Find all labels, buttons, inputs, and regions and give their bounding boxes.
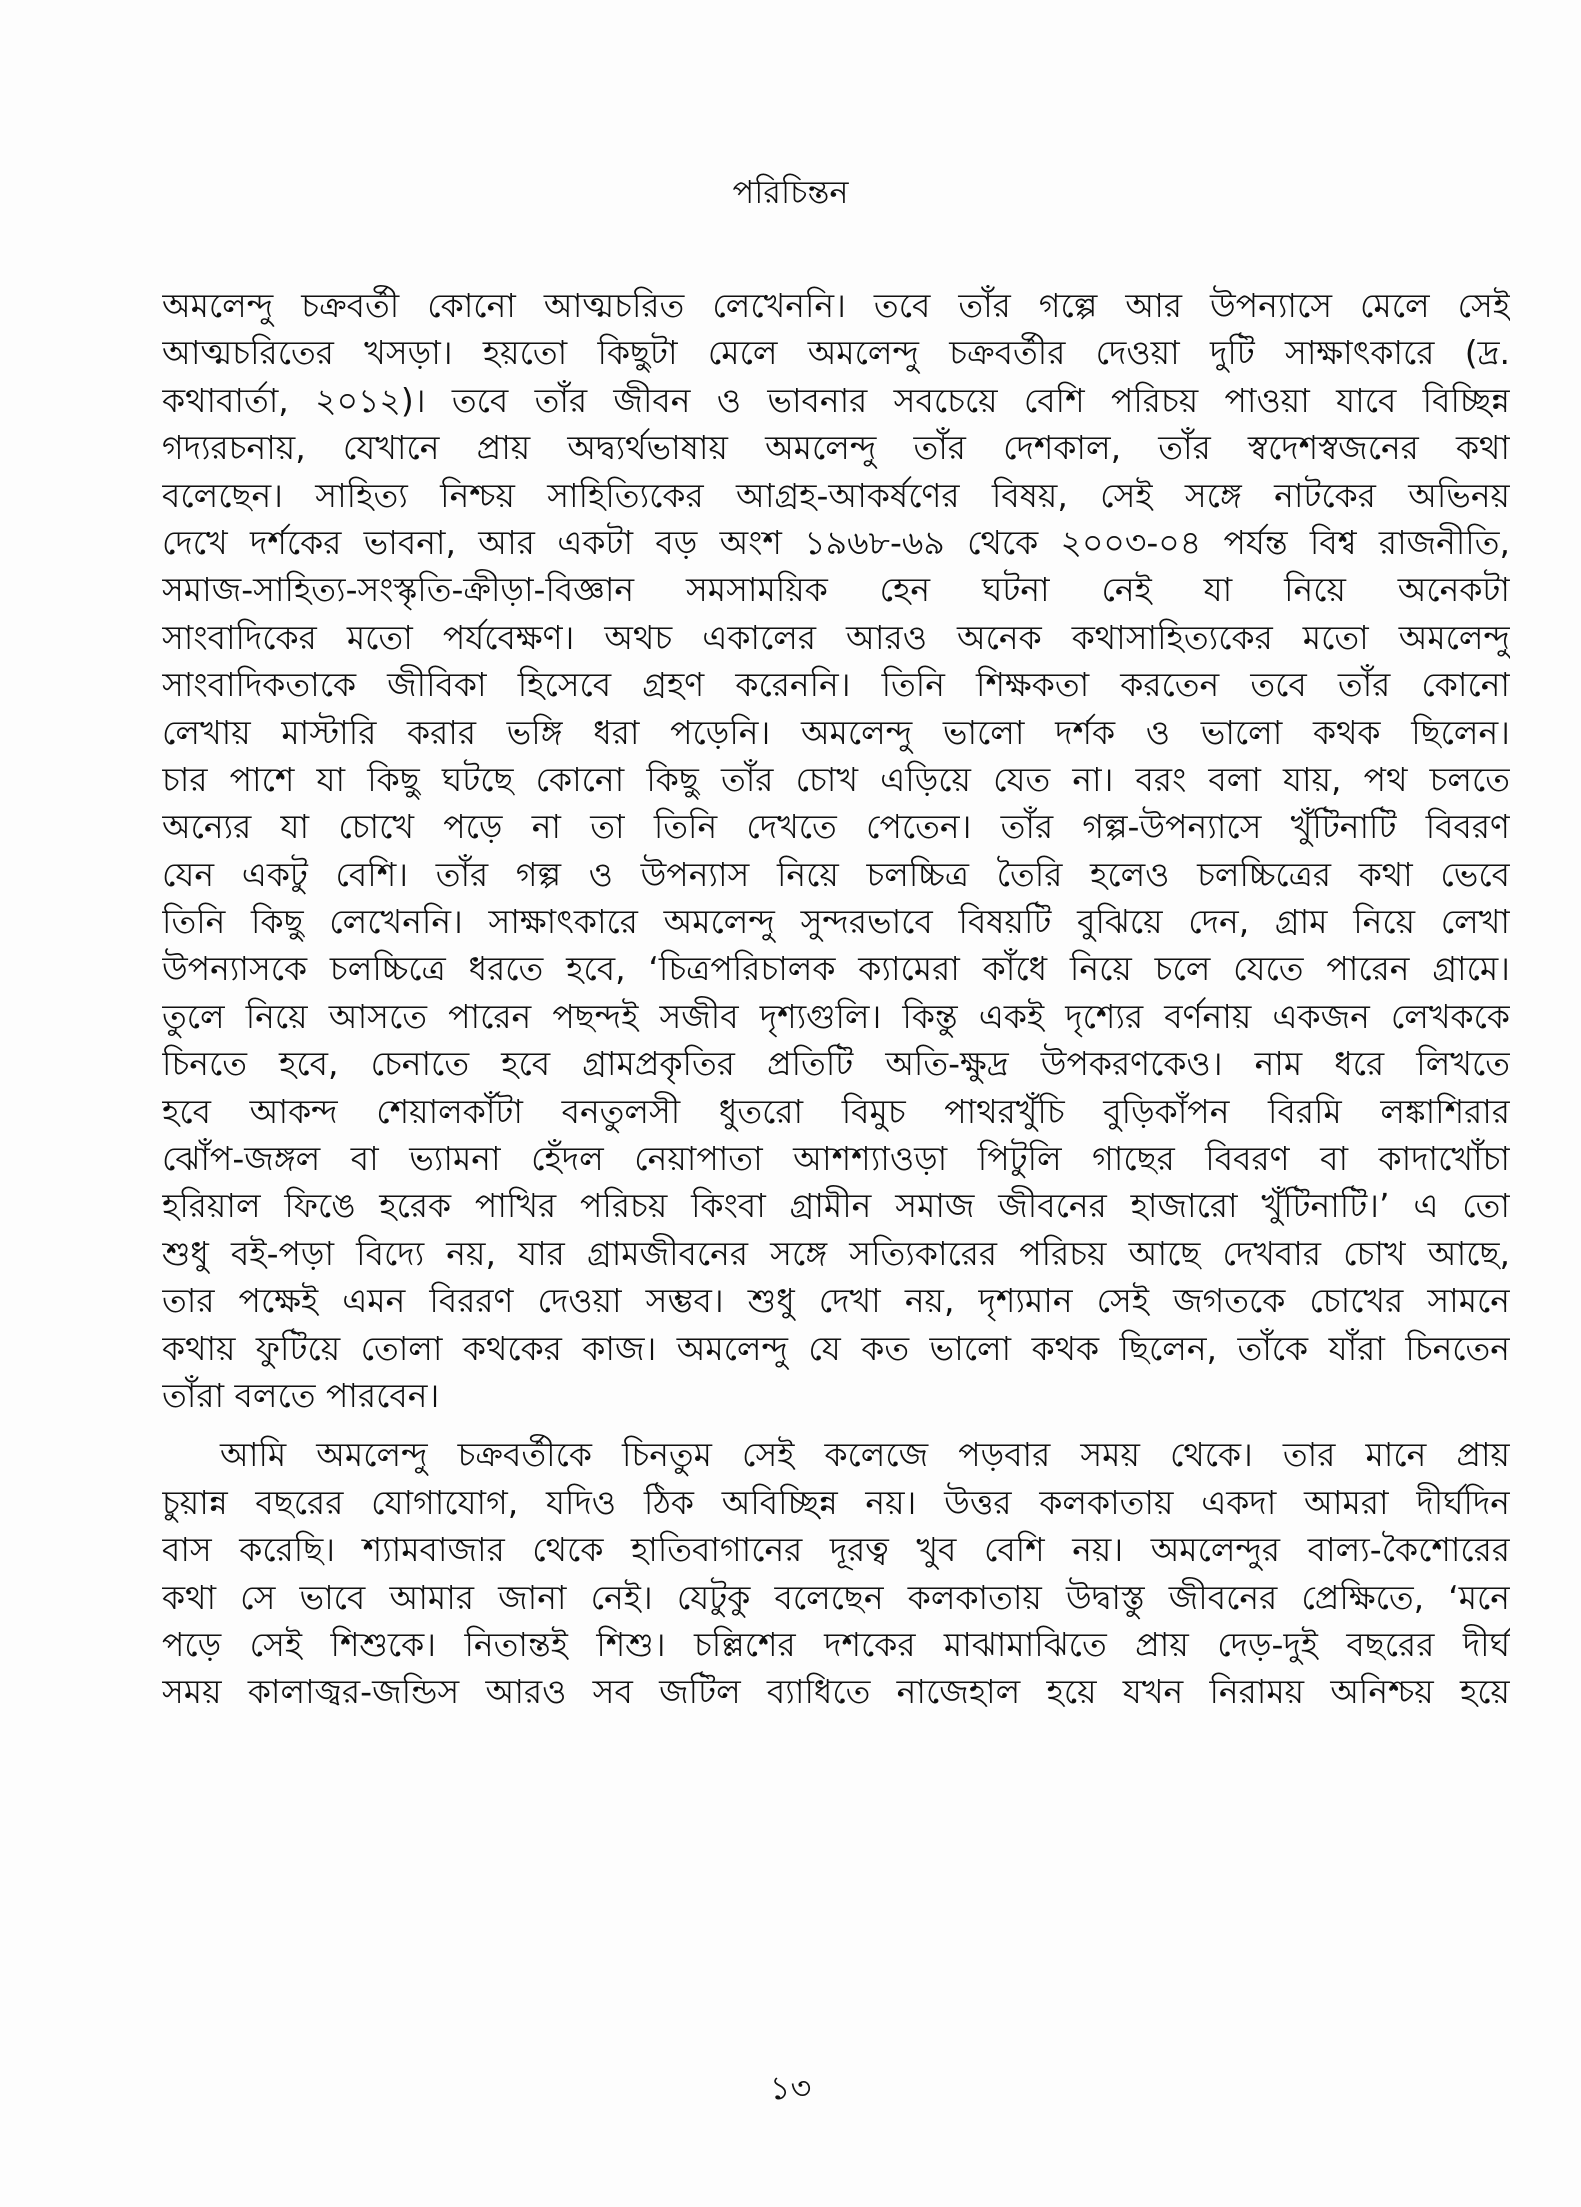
body-text bbox=[162, 282, 1510, 1716]
text-line: হবে আকন্দ শেয়ালকাঁটা বনতুলসী ধুতরো বিমুচ পাথরখুঁচি বুড়িকাঁপন বিরমি লঙ্কাশিরার bbox=[162, 1091, 1510, 1131]
page-number: ১৩ bbox=[769, 2069, 812, 2107]
text-line: অন্যের যা চোখে পড়ে না তা তিনি দেখতে পেতেন। তাঁর গল্প-উপন্যাসে খুঁটিনাটি বিবরণ bbox=[162, 807, 1510, 847]
text-line: অমলেন্দু চক্রবর্তী কোনো আত্মচরিত লেখেননি। তবে তাঁর গল্পে আর উপন্যাসে মেলে সেই bbox=[162, 286, 1510, 325]
text-line: আত্মচরিতের খসড়া। হয়তো কিছুটা মেলে অমলেন্দু চক্রবর্তীর দেওয়া দুটি সাক্ষাৎকারে (দ্র. bbox=[162, 333, 1510, 373]
text-line: কথাবার্তা, ২০১২)। তবে তাঁর জীবন ও ভাবনার সবচেয়ে বেশি পরিচয় পাওয়া যাবে বিচ্ছিন্ন bbox=[162, 380, 1510, 420]
text-line: চুয়ান্ন বছরের যোগাযোগ, যদিও ঠিক অবিচ্ছিন্ন নয়। উত্তর কলকাতায় একদা আমরা দীর্ঘদিন bbox=[162, 1482, 1510, 1522]
text-line: সাংবাদিকতাকে জীবিকা হিসেবে গ্রহণ করেননি। তিনি শিক্ষকতা করতেন তবে তাঁর কোনো bbox=[162, 665, 1510, 705]
text-line: বাস করেছি। শ্যামবাজার থেকে হাতিবাগানের দূরত্ব খুব বেশি নয়। অমলেন্দুর বাল্য-কৈশোরের bbox=[162, 1530, 1510, 1570]
running-head: পরিচিন্তন bbox=[732, 173, 849, 211]
text-line: তুলে নিয়ে আসতে পারেন পছন্দই সজীব দৃশ্যগুলি। কিন্তু একই দৃশ্যের বর্ণনায় একজন লেখককে bbox=[162, 996, 1510, 1036]
text-line: ঝোঁপ-জঙ্গল বা ভ্যামনা হেঁদল নেয়াপাতা আশশ্যাওড়া পিটুলি গাছের বিবরণ বা কাদাখোঁচা bbox=[162, 1139, 1510, 1179]
text-line: দেখে দর্শকের ভাবনা, আর একটা বড় অংশ ১৯৬৮-৬৯ থেকে ২০০৩-০৪ পর্যন্ত বিশ্ব রাজনীতি, bbox=[162, 522, 1510, 562]
text-line: গদ্যরচনায়, যেখানে প্রায় অদ্ব্যর্থভাষায় অমলেন্দু তাঁর দেশকাল, তাঁর স্বদেশস্বজনের কথা bbox=[162, 428, 1510, 468]
text-line: তিনি কিছু লেখেননি। সাক্ষাৎকারে অমলেন্দু সুন্দরভাবে বিষয়টি বুঝিয়ে দেন, গ্রাম নিয়ে লেখা bbox=[162, 902, 1510, 942]
text-line: সাংবাদিকের মতো পর্যবেক্ষণ। অথচ একালের আরও অনেক কথাসাহিত্যকের মতো অমলেন্দু bbox=[162, 617, 1510, 657]
text-line: সময় কালাজ্বর-জন্ডিস আরও সব জটিল ব্যাধিতে নাজেহাল হয়ে যখন নিরাময় অনিশ্চয় হয়ে bbox=[162, 1672, 1510, 1712]
text-line: বলেছেন। সাহিত্য নিশ্চয় সাহিত্যিকের আগ্রহ-আকর্ষণের বিষয়, সেই সঙ্গে নাটকের অভিনয় bbox=[162, 475, 1510, 515]
text-line: আমি অমলেন্দু চক্রবর্তীকে চিনতুম সেই কলেজে পড়বার সময় থেকে। তার মানে প্রায় bbox=[220, 1435, 1510, 1475]
text-line: তার পক্ষেই এমন বিররণ দেওয়া সম্ভব। শুধু দেখা নয়, দৃশ্যমান সেই জগতকে চোখের সামনে bbox=[162, 1281, 1510, 1321]
text-line: কথা সে ভাবে আমার জানা নেই। যেটুকু বলেছেন কলকাতায় উদ্বাস্তু জীবনের প্রেক্ষিতে, ‘মনে bbox=[162, 1577, 1510, 1617]
text-line: লেখায় মাস্টারি করার ভঙ্গি ধরা পড়েনি। অমলেন্দু ভালো দর্শক ও ভালো কথক ছিলেন। bbox=[162, 712, 1510, 752]
paragraph-gap bbox=[162, 1419, 1510, 1431]
text-line: হরিয়াল ফিঙে হরেক পাখির পরিচয় কিংবা গ্রামীন সমাজ জীবনের হাজারো খুঁটিনাটি।’ এ তো bbox=[162, 1186, 1510, 1226]
text-line: চিনতে হবে, চেনাতে হবে গ্রামপ্রকৃতির প্রতিটি অতি-ক্ষুদ্র উপকরণকেও। নাম ধরে লিখতে bbox=[162, 1044, 1510, 1084]
text-line: তাঁরা বলতে পারবেন। bbox=[162, 1375, 440, 1415]
text-line: যেন একটু বেশি। তাঁর গল্প ও উপন্যাস নিয়ে চলচ্চিত্র তৈরি হলেও চলচ্চিত্রের কথা ভেবে bbox=[162, 854, 1510, 894]
text-line: সমাজ-সাহিত্য-সংস্কৃতি-ক্রীড়া-বিজ্ঞান সমসাময়িক হেন ঘটনা নেই যা নিয়ে অনেকটা bbox=[162, 570, 1510, 610]
text-line: কথায় ফুটিয়ে তোলা কথকের কাজ। অমলেন্দু যে কত ভালো কথক ছিলেন, তাঁকে যাঁরা চিনতেন bbox=[162, 1328, 1510, 1368]
text-line: চার পাশে যা কিছু ঘটছে কোনো কিছু তাঁর চোখ এড়িয়ে যেত না। বরং বলা যায়, পথ চলতে bbox=[162, 759, 1510, 799]
text-line: শুধু বই-পড়া বিদ্যে নয়, যার গ্রামজীবনের সঙ্গে সত্যিকারের পরিচয় আছে দেখবার চোখ আছে, bbox=[162, 1233, 1510, 1273]
text-line: উপন্যাসকে চলচ্চিত্রে ধরতে হবে, ‘চিত্রপরিচালক ক্যামেরা কাঁধে নিয়ে চলে যেতে পারেন গ্রামে। bbox=[162, 949, 1510, 989]
text-line: পড়ে সেই শিশুকে। নিতান্তই শিশু। চল্লিশের দশকের মাঝামাঝিতে প্রায় দেড়-দুই বছরের দীর্ঘ bbox=[162, 1624, 1510, 1664]
